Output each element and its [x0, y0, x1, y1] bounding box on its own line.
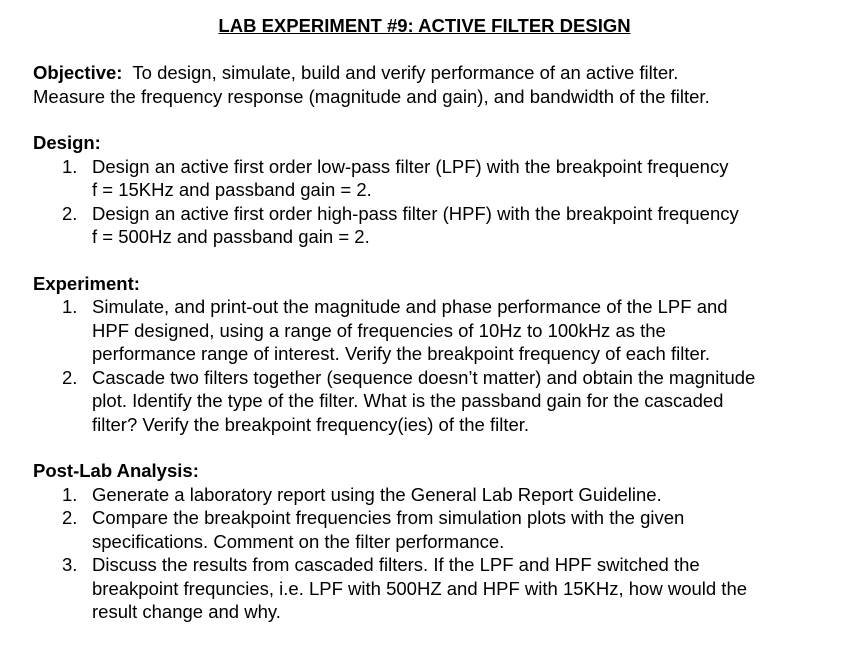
list-item-line: Simulate, and print-out the magnitude and phase performance of the LPF and	[92, 296, 728, 317]
list-number: 2.	[62, 366, 78, 388]
list-item-line: Discuss the results from cascaded filters. If the LPF and HPF switched the	[92, 554, 700, 575]
list-item-line: plot. Identify the type of the filter. What is the passband gain for the cascaded	[92, 390, 724, 411]
list-item	[33, 506, 828, 553]
design-list	[33, 155, 828, 249]
list-number: 1.	[62, 296, 78, 317]
experiment-section	[33, 272, 828, 437]
list-item-line: f = 500Hz and passband gain = 2.	[92, 226, 370, 247]
post-lab-heading: Post-Lab Analysis:	[33, 460, 199, 481]
post-lab-section	[33, 459, 828, 624]
list-number: 1.	[62, 483, 78, 505]
list-number: 1.	[62, 155, 78, 177]
list-item-line: performance range of interest. Verify the breakpoint frequency of each filter.	[92, 343, 711, 364]
list-item-line: Cascade two filters together (sequence doesn’t matter) and obtain the magnitude	[92, 366, 756, 388]
list-item	[33, 483, 828, 507]
list-item	[33, 553, 828, 624]
list-item	[33, 155, 828, 202]
list-item-line: f = 15KHz and passband gain = 2.	[92, 179, 372, 200]
objective-section	[33, 61, 828, 108]
list-item	[33, 295, 828, 366]
list-number: 2.	[62, 202, 78, 224]
post-lab-list	[33, 483, 828, 624]
list-item-line: Generate a laboratory report using the General Lab Report Guideline.	[92, 483, 662, 505]
list-item-line: HPF designed, using a range of frequencies of 10Hz to 100kHz as the	[92, 319, 666, 341]
list-item-line: result change and why.	[92, 601, 281, 622]
list-item-line: Compare the breakpoint frequencies from simulation plots with the given	[92, 507, 685, 528]
list-number: 3.	[62, 554, 78, 575]
objective-line-1	[33, 61, 828, 85]
objective-text-2: Measure the frequency response (magnitude and gain), and bandwidth of the filter.	[33, 85, 710, 107]
objective-text-1: To design, simulate, build and verify performance of an active filter.	[132, 62, 679, 83]
list-item-line: breakpoint frequncies, i.e. LPF with 500HZ and HPF with 15KHz, how would the	[92, 577, 748, 599]
design-heading: Design:	[33, 132, 101, 153]
document-title: LAB EXPERIMENT #9: ACTIVE FILTER DESIGN	[218, 15, 631, 36]
list-item-line: specifications. Comment on the filter performance.	[92, 530, 505, 552]
list-item-line: Design an active first order low-pass filter (LPF) with the breakpoint frequency	[92, 155, 729, 177]
list-item	[33, 366, 828, 437]
list-item	[33, 202, 828, 249]
design-section	[33, 131, 828, 249]
experiment-list	[33, 295, 828, 436]
objective-label: Objective:	[33, 62, 123, 83]
list-item-line: filter? Verify the breakpoint frequency(ies) of the filter.	[92, 413, 530, 435]
list-item-line: Design an active first order high-pass filter (HPF) with the breakpoint frequency	[92, 202, 739, 224]
experiment-heading: Experiment:	[33, 272, 140, 294]
list-number: 2.	[62, 507, 78, 528]
